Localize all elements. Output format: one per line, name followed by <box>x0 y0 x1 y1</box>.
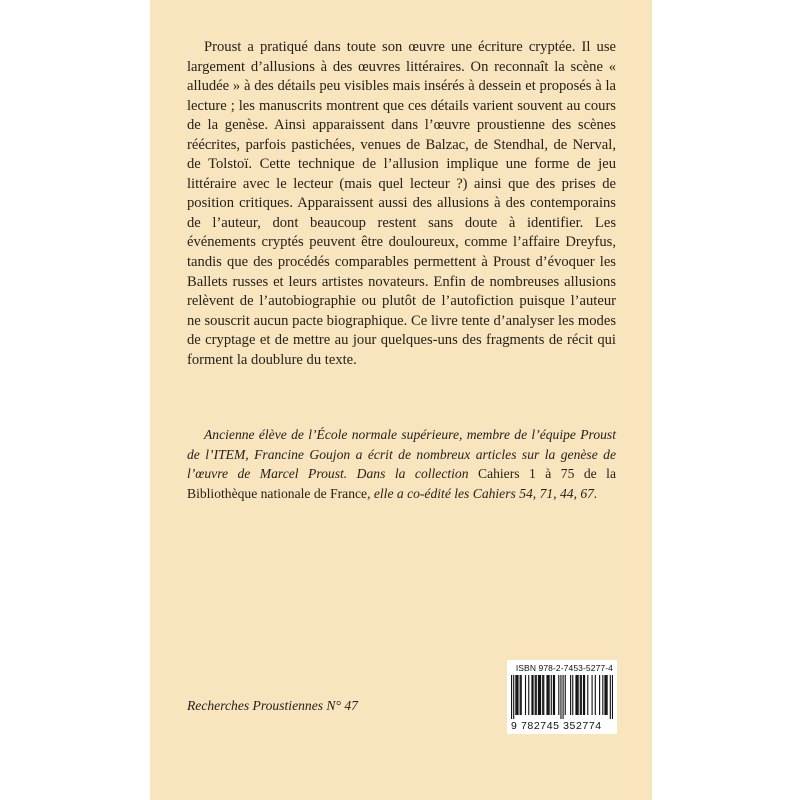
barcode-bar <box>548 675 549 715</box>
barcode-bar <box>551 675 552 715</box>
barcode-bars-icon <box>511 675 613 719</box>
author-bio-paragraph <box>187 425 616 503</box>
author-bio-text-1: Ancienne élève de l’École normale supérieure, membre de l’équipe Proust de l’ITEM, Francine Goujon a écrit de nombreux articles sur la genèse de l’œuvre de Marcel Proust. Dans la collection <box>187 427 616 482</box>
barcode-bar <box>528 675 529 715</box>
barcode-bar <box>538 675 539 715</box>
barcode-bar <box>602 675 603 715</box>
blurb-paragraph: Proust a pratiqué dans toute son œuvre une écriture cryptée. Il use largement d’allusions à des œuvres littéraires. On reconnaît la scène « alludée » à des détails peu visibles mais insérés à dessein et proposés à la lecture ; les manuscrits montrent que ces détails varient souvent au cours de la genèse. Ainsi apparaissent dans l’œuvre proustienne des scènes réécrites, parfois pastichées, venues de Balzac, de Stendhal, de Nerval, de Tolstoï. Cette technique de l’allusion implique une forme de jeu littéraire avec le lecteur (mais quel lecteur ?) ainsi que des prises de position critiques. Apparaissent aussi des allusions à des contemporains de l’auteur, dont beaucoup restent sans doute à identifier. Les événements cryptés peuvent être douloureux, comme l’affaire Dreyfus, tandis que des procédés comparables permettent à Proust d’évoquer les Ballets russes et leurs artistes novateurs. Enfin de nombreuses allusions relèvent de l’autobiographie ou plutôt de l’autofiction puisque l’auteur ne souscrit aucun pacte biographique. Ce livre tente d’analyser les modes de cryptage et de mettre au jour quelques-uns des fragments de récit qui forment la doublure du texte. <box>187 39 616 368</box>
barcode-bar <box>511 675 512 719</box>
barcode-bar <box>610 675 611 719</box>
back-cover <box>150 0 652 800</box>
barcode-bar <box>595 675 596 715</box>
barcode-bar <box>535 675 536 715</box>
barcode-bar <box>515 675 516 715</box>
isbn-label: ISBN 978-2-7453-5277-4 <box>515 663 613 673</box>
barcode-bar <box>546 675 547 715</box>
barcode-bar <box>576 675 577 715</box>
barcode-bar <box>570 675 571 715</box>
barcode-bar <box>584 675 585 715</box>
barcode-bar <box>531 675 532 715</box>
barcode-bar <box>565 675 566 715</box>
barcode-bar <box>560 675 561 719</box>
barcode-bar <box>525 675 526 715</box>
barcode-bar <box>516 675 517 715</box>
barcode-bar <box>563 675 564 719</box>
barcode-bar <box>521 675 522 715</box>
isbn-barcode <box>507 660 617 734</box>
barcode-bar <box>578 675 579 715</box>
barcode-bar <box>542 675 543 715</box>
barcode-bar <box>540 675 541 715</box>
barcode-bar <box>599 675 600 715</box>
series-label: Recherches Proustiennes N° 47 <box>187 698 358 713</box>
barcode-bar <box>558 675 559 715</box>
author-bio <box>187 425 616 503</box>
barcode-bar <box>605 675 606 715</box>
barcode-bar <box>604 675 605 715</box>
barcode-bar <box>520 675 521 715</box>
author-bio-text-2: Cahiers 1 à 75 de la Bibliothèque nationale de France <box>187 466 616 501</box>
barcode-bar <box>572 675 573 715</box>
author-bio-text-3: , elle a co-édité les Cahiers 54, 71, 44, 67. <box>367 485 598 501</box>
barcode-bar <box>513 675 514 719</box>
barcode-bar <box>554 675 555 715</box>
barcode-bar <box>517 675 518 715</box>
barcode-bar <box>553 675 554 715</box>
barcode-bar <box>587 675 588 715</box>
barcode-bar <box>543 675 544 715</box>
barcode-bar <box>583 675 584 715</box>
barcode-bar <box>536 675 537 715</box>
barcode-bar <box>607 675 608 715</box>
barcode-bar <box>549 675 550 715</box>
barcode-bar <box>592 675 593 715</box>
barcode-bar <box>612 675 613 719</box>
blurb-text <box>187 38 616 370</box>
barcode-bar <box>581 675 582 715</box>
barcode-bar <box>580 675 581 715</box>
barcode-bar <box>575 675 576 715</box>
barcode-digits: 9 782745 352774 <box>511 720 602 732</box>
barcode-bar <box>532 675 533 715</box>
barcode-bar <box>539 675 540 715</box>
